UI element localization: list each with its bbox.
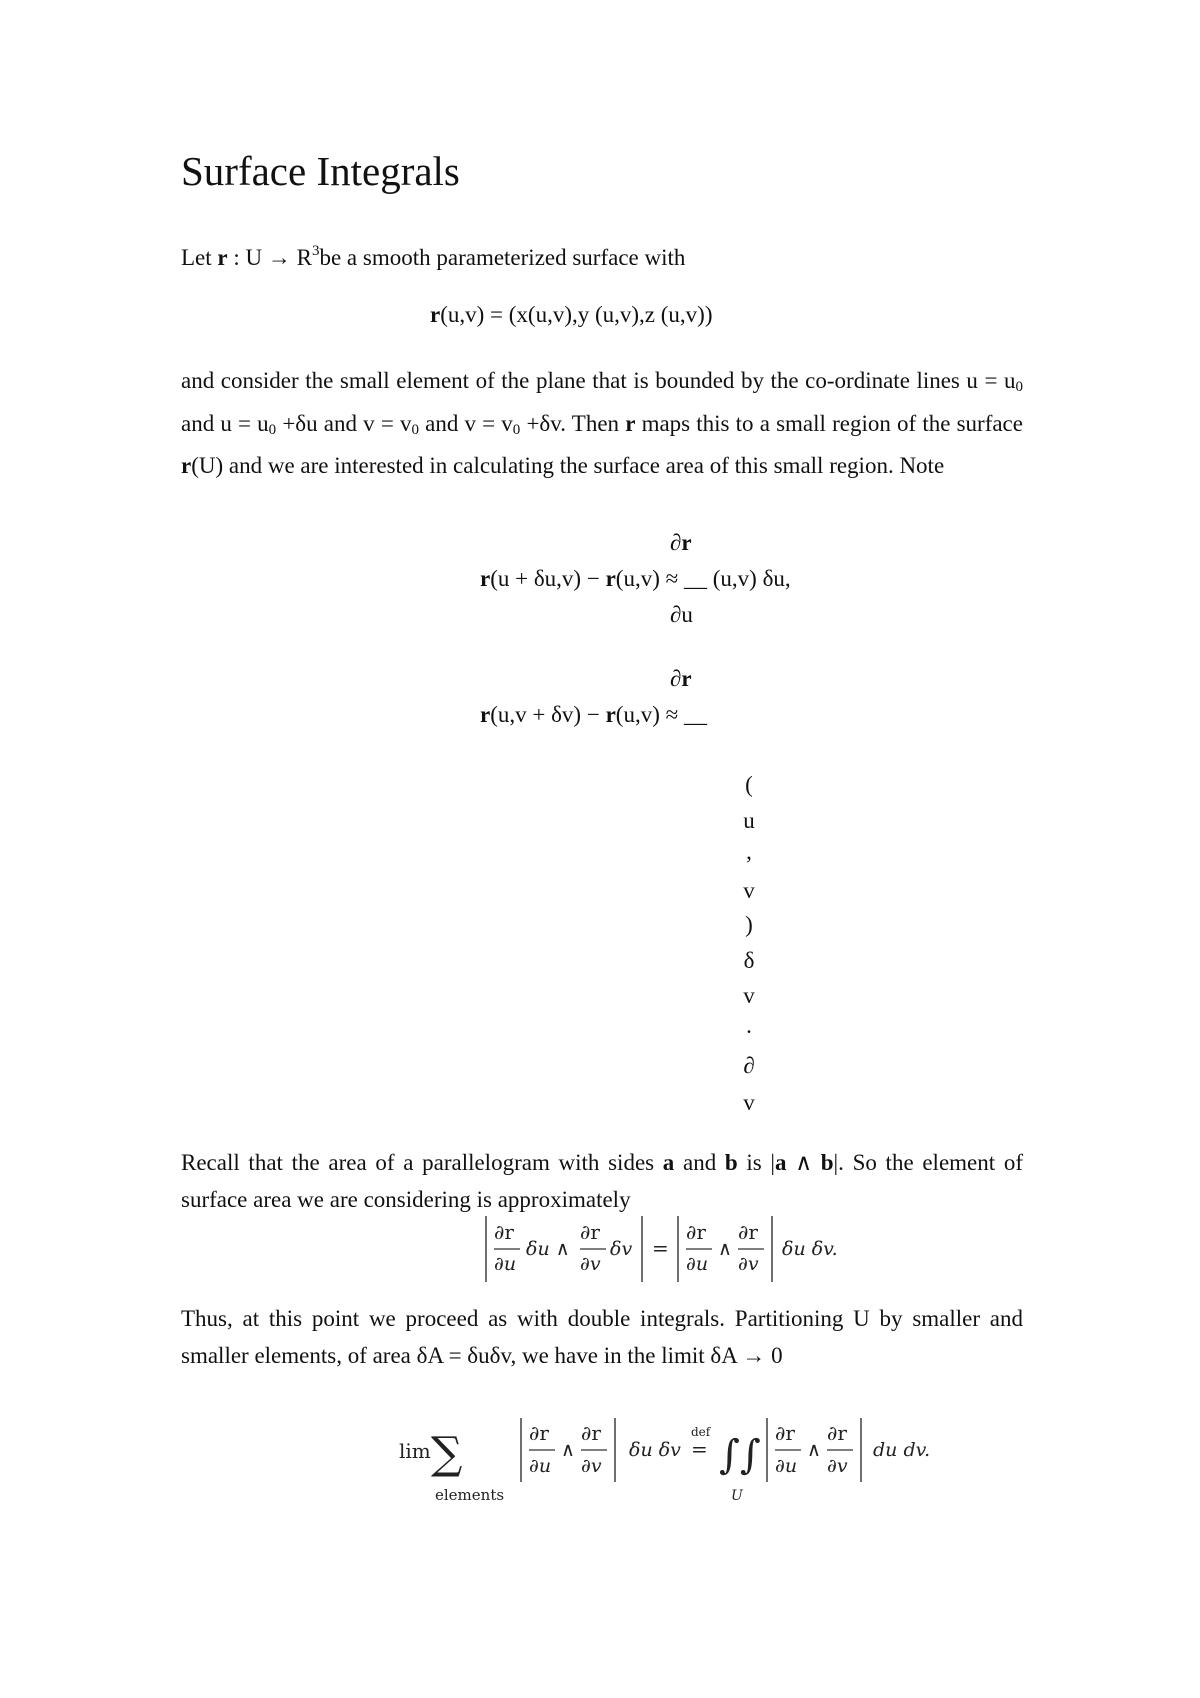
eq2-r-1: r (480, 566, 491, 591)
eq3-numerator: ∂r (670, 666, 692, 691)
equation-partial-u (480, 566, 791, 592)
p3-b-2: b (820, 1150, 834, 1175)
eq3-vertical-char: . (746, 1013, 752, 1038)
f1-dv-2: ∂v (738, 1253, 759, 1275)
f2-dv-2: ∂v (827, 1455, 848, 1477)
p2-text-7: (U) and we are interested in calculating the surface area of this small region. Note (191, 453, 945, 478)
eq3-vertical-char: δ (743, 948, 755, 973)
eq3-vertical-char: v (743, 983, 755, 1008)
f1-equals: = (652, 1236, 669, 1260)
p3-a: a (662, 1150, 675, 1175)
p3-text-3: is | (737, 1150, 776, 1175)
f2-eq: = (691, 1437, 708, 1461)
p2-text-5: +δv. Then (520, 410, 626, 436)
f2-dr-4: ∂r (827, 1421, 847, 1445)
f1-dv-1: ∂v (580, 1253, 601, 1275)
p2-sub-3: 0 (411, 421, 419, 438)
f2-elements: elements (435, 1486, 505, 1504)
f2-wedge-2: ∧ (807, 1439, 821, 1461)
f1-dr-2: ∂r (580, 1220, 600, 1244)
f2-def: def (691, 1425, 711, 1439)
f2-tail: du dv. (873, 1439, 931, 1461)
eq2-mid-1: (u + δu,v) − (490, 566, 606, 591)
p2-text-3: +δu and v = v (276, 410, 412, 436)
paragraph-small-element (181, 363, 1023, 485)
f1-dr-1: ∂r (494, 1220, 514, 1244)
f2-dr-2: ∂r (581, 1421, 601, 1445)
p3-text-2: and (674, 1150, 725, 1175)
eq3-vertical-char: ( (745, 772, 753, 797)
p3-text-4: |. So the element of surface area we are considering is approximately (181, 1150, 1023, 1212)
p2-text-4: and v = v (418, 410, 513, 436)
p3-wedge: ∧ (786, 1150, 821, 1175)
f1-tail: δu δv. (782, 1238, 838, 1260)
eq1-rest: (u,v) = (x(u,v),y (u,v),z (u,v)) (440, 302, 713, 327)
eq3-mid-1: (u,v + δv) − (490, 702, 606, 727)
eq2-r-2: r (605, 566, 616, 591)
eq2-blank: __ (684, 566, 707, 591)
f2-U: U (731, 1488, 743, 1504)
f1-wedge: ∧ (718, 1238, 732, 1260)
p3-text-1: Recall that the area of a parallelogram with sides (181, 1150, 663, 1175)
eq3-r-2: r (605, 702, 616, 727)
eq3-vertical-char: ∂ (743, 1053, 755, 1078)
p2-text-1: and consider the small element of the plane that is bounded by the co-ordinate lines u = u (181, 368, 1016, 393)
p2-sub-4: 0 (512, 421, 521, 438)
intro-colon: : U → R (227, 245, 312, 270)
equation-partial-v (480, 702, 707, 728)
p2-r-2: r (181, 453, 192, 478)
f1-deltav: δv (610, 1238, 633, 1260)
paragraph-double-integrals: Thus, at this point we proceed as with double integrals. Partitioning U by smaller and smaller elements, of area δA = δuδv, we have in the limit δA → 0 (181, 1306, 1023, 1368)
p2-text-2: and u = u (181, 410, 269, 436)
p3-a-2: a (775, 1150, 787, 1175)
intro-r: r (217, 245, 228, 270)
f2-dv-1: ∂v (581, 1455, 602, 1477)
f1-du-2: ∂u (686, 1253, 709, 1275)
p2-text-6: maps this to a small region of the surface (635, 410, 1023, 436)
eq3-mid-2: (u,v) ≈ (615, 702, 684, 727)
eq3-vertical-char: , (746, 839, 752, 864)
formula-cross-product-area (480, 1212, 860, 1286)
eq3-vertical-char: v (743, 878, 755, 903)
p3-b: b (724, 1150, 738, 1175)
p2-sub-2: 0 (268, 421, 277, 438)
intro-paragraph (181, 233, 1023, 277)
eq3-vertical-char: u (743, 808, 755, 833)
intro-let: Let (181, 245, 218, 270)
eq3-vertical-char: v (743, 1090, 755, 1115)
page-title: Surface Integrals (181, 148, 460, 194)
f2-dr-1: ∂r (529, 1421, 549, 1445)
intro-rest: be a smooth parameterized surface with (319, 245, 686, 270)
eq3-vertical-char: ) (745, 912, 753, 937)
eq3-r-1: r (480, 702, 491, 727)
f2-du-1: ∂u (529, 1455, 552, 1477)
f2-lim: lim (399, 1439, 431, 1463)
f2-sigma: ∑ (431, 1428, 463, 1479)
p2-r-1: r (625, 410, 636, 436)
f2-deltas: δu δv (629, 1439, 681, 1461)
eq2-mid-2: (u,v) ≈ (615, 566, 684, 591)
f2-dr-3: ∂r (775, 1421, 795, 1445)
formula-surface-integral-limit (395, 1410, 955, 1510)
eq1-r: r (430, 302, 441, 327)
f1-dr-3: ∂r (686, 1220, 706, 1244)
p2-sub-1: 0 (1015, 379, 1023, 395)
intro-superscript: 3 (311, 243, 320, 259)
f2-du-2: ∂u (775, 1455, 798, 1477)
eq2-denominator: ∂u (670, 602, 693, 627)
eq2-numerator: ∂r (670, 530, 692, 555)
f2-wedge-1: ∧ (561, 1439, 575, 1461)
eq3-blank: __ (684, 702, 707, 727)
eq2-tail: (u,v) δu, (707, 566, 791, 591)
f1-dr-4: ∂r (738, 1220, 758, 1244)
f1-deltau: δu ∧ (526, 1238, 570, 1260)
f1-du-1: ∂u (494, 1253, 517, 1275)
paragraph-parallelogram (181, 1145, 1023, 1218)
f2-integral: ∫∫ (719, 1432, 761, 1478)
equation-r-uv (430, 302, 713, 328)
